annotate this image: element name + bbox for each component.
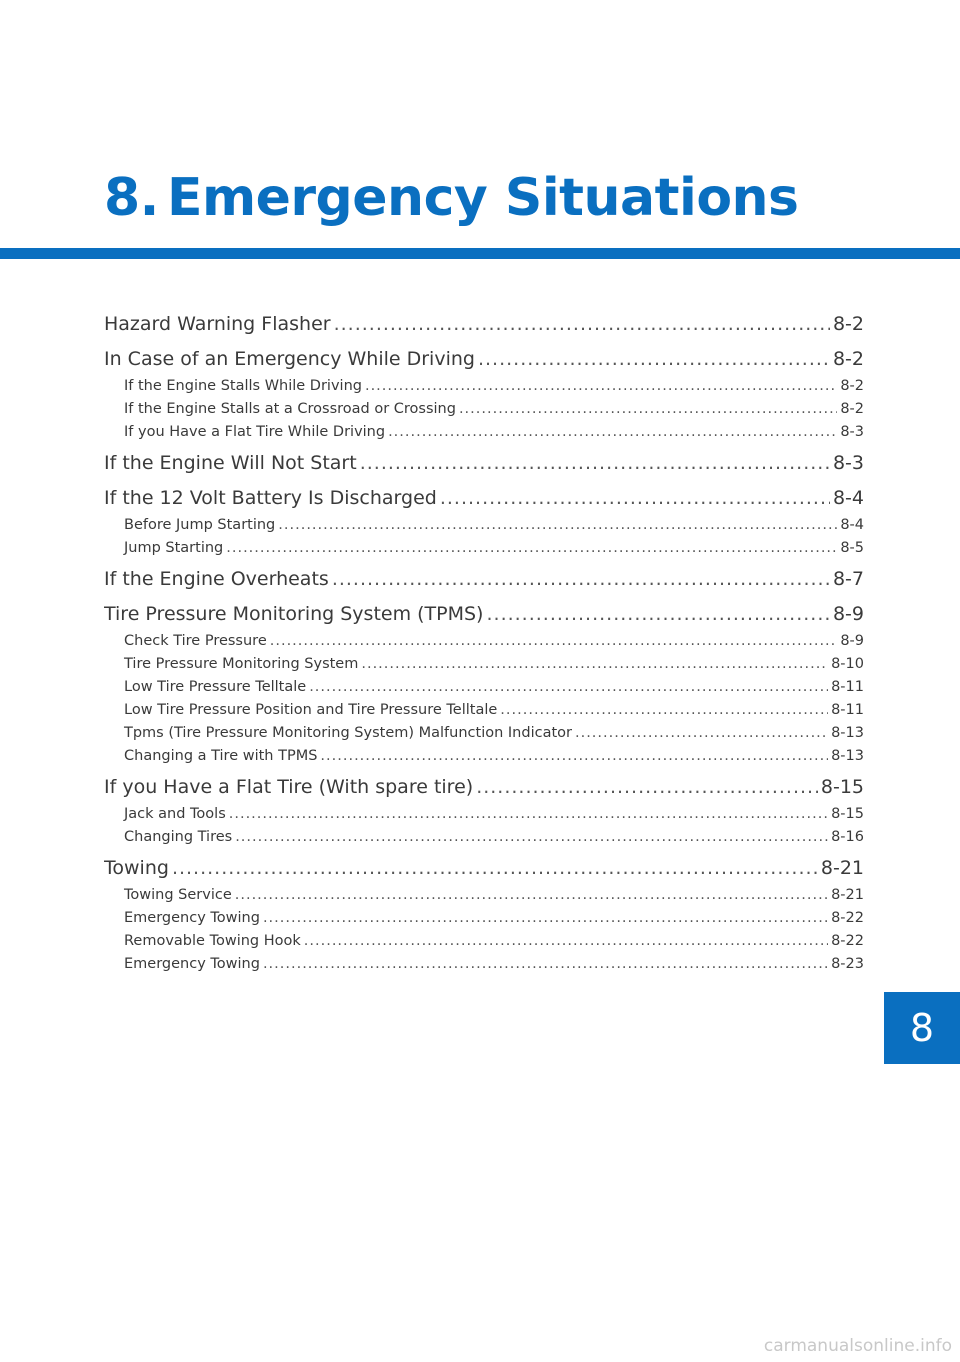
toc-entry-label: If you Have a Flat Tire (With spare tire) — [104, 776, 474, 798]
toc-page-number: 8-4 — [840, 517, 864, 533]
toc-entry-label: Before Jump Starting — [124, 517, 276, 533]
toc-entry-label: Jack and Tools — [124, 806, 226, 822]
toc-leader-dots — [263, 907, 828, 930]
toc-entry-label: If the Engine Stalls While Driving — [124, 378, 362, 394]
toc-entry-label: Towing — [104, 857, 169, 879]
toc-section-entry[interactable] — [104, 771, 864, 803]
toc-subsection-entry[interactable] — [104, 653, 864, 676]
toc-leader-dots — [500, 699, 828, 722]
toc-page-number: 8-22 — [831, 910, 864, 926]
toc-leader-dots — [320, 745, 828, 768]
toc-leader-dots — [309, 676, 828, 699]
toc-leader-dots — [332, 563, 830, 595]
toc-leader-dots — [388, 421, 837, 444]
toc-leader-dots — [486, 598, 829, 630]
table-of-contents — [104, 308, 864, 976]
toc-subsection-entry[interactable] — [104, 907, 864, 930]
toc-page-number: 8-9 — [832, 603, 864, 625]
toc-section-entry[interactable] — [104, 852, 864, 884]
toc-leader-dots — [575, 722, 828, 745]
title-rule — [0, 248, 960, 259]
toc-section-entry[interactable] — [104, 482, 864, 514]
toc-entry-label: If the Engine Overheats — [104, 568, 329, 590]
toc-leader-dots — [226, 537, 837, 560]
toc-entry-label: Emergency Towing — [124, 956, 260, 972]
toc-entry-label: If you Have a Flat Tire While Driving — [124, 424, 386, 440]
toc-page-number: 8-9 — [840, 633, 864, 649]
toc-page-number: 8-3 — [832, 452, 864, 474]
toc-leader-dots — [263, 953, 828, 976]
toc-page-number: 8-13 — [831, 725, 864, 741]
toc-page-number: 8-2 — [840, 401, 864, 417]
toc-subsection-entry[interactable] — [104, 884, 864, 907]
toc-page-number: 8-3 — [840, 424, 864, 440]
toc-leader-dots — [304, 930, 828, 953]
toc-page-number: 8-2 — [832, 313, 864, 335]
toc-leader-dots — [459, 398, 837, 421]
toc-entry-label: Jump Starting — [124, 540, 224, 556]
toc-leader-dots — [361, 653, 828, 676]
toc-subsection-entry[interactable] — [104, 537, 864, 560]
toc-subsection-entry[interactable] — [104, 421, 864, 444]
toc-leader-dots — [478, 343, 830, 375]
toc-subsection-entry[interactable] — [104, 398, 864, 421]
toc-page-number: 8-2 — [832, 348, 864, 370]
toc-leader-dots — [229, 803, 828, 826]
toc-entry-label: Removable Towing Hook — [124, 933, 301, 949]
toc-section-entry[interactable] — [104, 343, 864, 375]
toc-page-number: 8-2 — [840, 378, 864, 394]
toc-page-number: 8-4 — [832, 487, 864, 509]
toc-page-number: 8-22 — [831, 933, 864, 949]
toc-leader-dots — [476, 771, 818, 803]
toc-entry-label: Low Tire Pressure Position and Tire Pressure Telltale — [124, 702, 498, 718]
toc-page-number: 8-21 — [820, 857, 864, 879]
toc-leader-dots — [235, 884, 828, 907]
toc-entry-label: Tpms (Tire Pressure Monitoring System) Malfunction Indicator — [124, 725, 572, 741]
toc-entry-label: If the 12 Volt Battery Is Discharged — [104, 487, 437, 509]
toc-page-number: 8-5 — [840, 540, 864, 556]
toc-page-number: 8-15 — [831, 806, 864, 822]
toc-entry-label: In Case of an Emergency While Driving — [104, 348, 475, 370]
toc-leader-dots — [334, 308, 830, 340]
toc-subsection-entry[interactable] — [104, 722, 864, 745]
toc-page-number: 8-11 — [831, 679, 864, 695]
toc-subsection-entry[interactable] — [104, 375, 864, 398]
toc-page-number: 8-10 — [831, 656, 864, 672]
watermark: carmanualsonline.info — [763, 1336, 952, 1356]
toc-leader-dots — [440, 482, 830, 514]
toc-entry-label: If the Engine Will Not Start — [104, 452, 357, 474]
toc-section-entry[interactable] — [104, 598, 864, 630]
toc-page-number: 8-11 — [831, 702, 864, 718]
toc-entry-label: Changing a Tire with TPMS — [124, 748, 318, 764]
toc-entry-label: Low Tire Pressure Telltale — [124, 679, 307, 695]
toc-entry-label: Check Tire Pressure — [124, 633, 267, 649]
toc-subsection-entry[interactable] — [104, 930, 864, 953]
toc-leader-dots — [278, 514, 837, 537]
toc-leader-dots — [270, 630, 838, 653]
chapter-tab-label: 8 — [909, 1006, 935, 1050]
toc-subsection-entry[interactable] — [104, 745, 864, 768]
chapter-title-text: Emergency Situations — [166, 168, 799, 228]
toc-leader-dots — [172, 852, 818, 884]
toc-entry-label: Emergency Towing — [124, 910, 260, 926]
toc-subsection-entry[interactable] — [104, 514, 864, 537]
toc-subsection-entry[interactable] — [104, 630, 864, 653]
toc-section-entry[interactable] — [104, 563, 864, 595]
toc-entry-label: Tire Pressure Monitoring System — [124, 656, 359, 672]
toc-entry-label: Hazard Warning Flasher — [104, 313, 331, 335]
toc-page-number: 8-7 — [832, 568, 864, 590]
toc-section-entry[interactable] — [104, 447, 864, 479]
toc-entry-label: If the Engine Stalls at a Crossroad or Crossing — [124, 401, 456, 417]
toc-leader-dots — [365, 375, 837, 398]
toc-entry-label: Towing Service — [124, 887, 232, 903]
toc-page-number: 8-15 — [820, 776, 864, 798]
toc-subsection-entry[interactable] — [104, 676, 864, 699]
toc-leader-dots — [360, 447, 830, 479]
toc-page-number: 8-16 — [831, 829, 864, 845]
toc-page-number: 8-23 — [831, 956, 864, 972]
toc-subsection-entry[interactable] — [104, 803, 864, 826]
chapter-title — [104, 168, 799, 228]
toc-page-number: 8-21 — [831, 887, 864, 903]
toc-leader-dots — [235, 826, 828, 849]
chapter-tab[interactable] — [884, 992, 960, 1064]
toc-section-entry[interactable] — [104, 308, 864, 340]
chapter-number: 8. — [104, 168, 159, 228]
toc-subsection-entry[interactable] — [104, 826, 864, 849]
toc-subsection-entry[interactable] — [104, 699, 864, 722]
toc-page-number: 8-13 — [831, 748, 864, 764]
toc-entry-label: Tire Pressure Monitoring System (TPMS) — [104, 603, 484, 625]
toc-entry-label: Changing Tires — [124, 829, 233, 845]
toc-subsection-entry[interactable] — [104, 953, 864, 976]
